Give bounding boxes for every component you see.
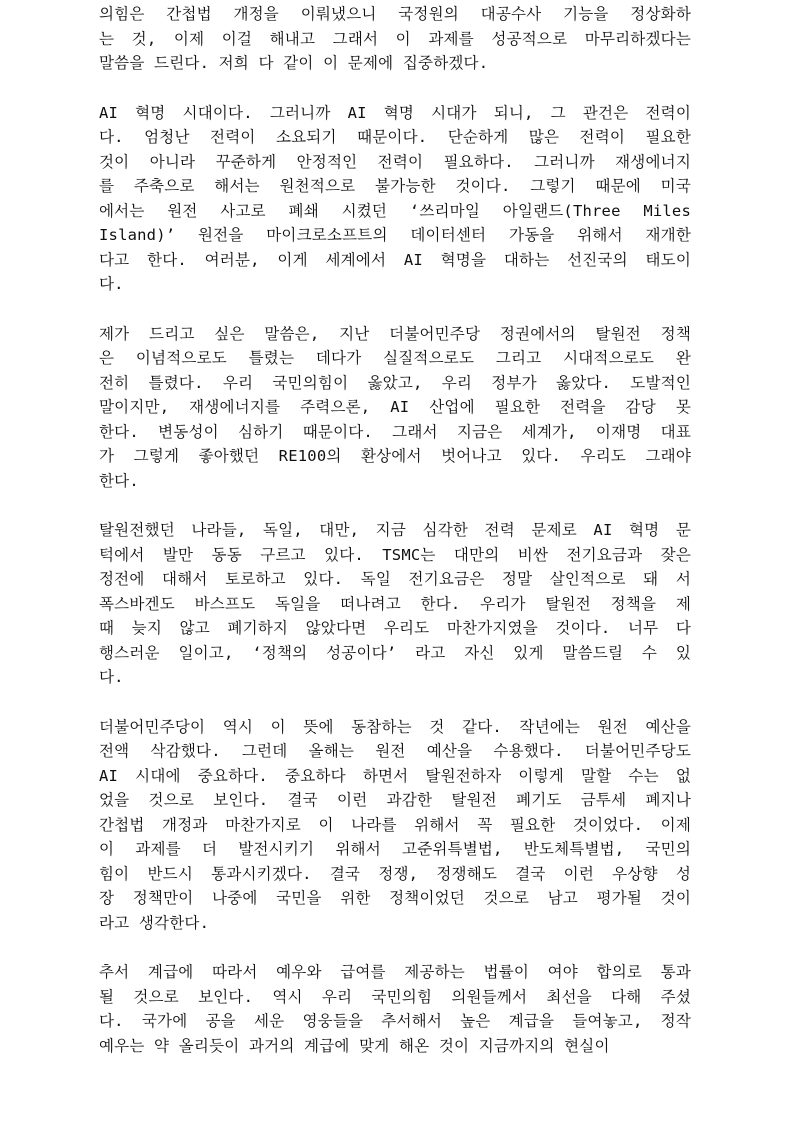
text-line: 전히 틀렸다. 우리 국민의힘이 옳았고, 우리 정부가 옳았다. 도발적인	[99, 373, 691, 392]
text-line: 예우는 약 올리듯이 과거의 계급에 맞게 해온 것이 지금까지의 현실이	[99, 1036, 610, 1055]
text-line: 턱에서 발만 동동 구르고 있다. TSMC는 대만의 비싼 전기요금과 잦은	[99, 545, 691, 564]
text-line: 한다. 변동성이 심하기 때문이다. 그래서 지금은 세계가, 이재명 대표	[99, 422, 691, 441]
text-line: 힘이 반드시 통과시키겠다. 결국 정쟁, 정쟁해도 결국 이런 우상향 성	[99, 864, 691, 883]
text-line: 은 이념적으로도 틀렸는 데다가 실질적으로도 그리고 시대적으로도 완	[99, 349, 691, 367]
text-line: 다.	[99, 275, 124, 293]
text-line: 말이지만, 재생에너지를 주력으론, AI 산업에 필요한 전력을 감당 못	[99, 398, 691, 416]
paragraph	[99, 2, 691, 76]
text-line: 말씀을 드린다. 저희 다 같이 이 문제에 집중하겠다.	[99, 54, 489, 72]
text-line: 라고 생각한다.	[99, 913, 210, 932]
text-line: AI 혁명 시대이다. 그러니까 AI 혁명 시대가 되니, 그 관건은 전력이	[99, 103, 691, 122]
text-line: AI 시대에 중요하다. 중요하다 하면서 탈원전하자 이렇게 말할 수는 없	[99, 766, 691, 785]
text-line: Island)’ 원전을 마이크로소프트의 데이터센터 가동을 위해서 재개한	[99, 226, 691, 244]
text-line: 다. 국가에 공을 세운 영웅들을 추서해서 높은 계급을 들여놓고, 정작	[99, 1012, 691, 1030]
text-line: 폭스바겐도 바스프도 독일을 떠나려고 한다. 우리가 탈원전 정책을 제	[99, 594, 691, 613]
text-line: 에서는 원전 사고로 폐쇄 시켰던 ‘쓰리마일 아일랜드(Three Miles	[99, 201, 691, 220]
text-line: 가 그렇게 좋아했던 RE100의 환상에서 벗어나고 있다. 우리도 그래야	[99, 447, 691, 465]
text-line: 더불어민주당이 역시 이 뜻에 동참하는 것 같다. 작년에는 원전 예산을	[99, 717, 691, 736]
paragraph	[99, 518, 691, 690]
text-line: 전액 삭감했다. 그런데 올해는 원전 예산을 수용했다. 더불어민주당도	[99, 742, 691, 760]
text-line: 는 것, 이제 이걸 해내고 그래서 이 과제를 성공적으로 마무리하겠다는	[99, 29, 691, 48]
text-line: 탈원전했던 나라들, 독일, 대만, 지금 심각한 전력 문제로 AI 혁명 문	[99, 521, 691, 539]
text-line: 를 주축으로 해서는 원천적으로 불가능한 것이다. 그렇기 때문에 미국	[99, 177, 691, 195]
text-line: 한다.	[99, 471, 139, 490]
paragraph	[99, 322, 691, 494]
text-line: 다. 엄청난 전력이 소요되기 때문이다. 단순하게 많은 전력이 필요한	[99, 128, 691, 146]
text-line: 간첩법 개정과 마찬가지로 이 나라를 위해서 꼭 필요한 것이었다. 이제	[99, 815, 691, 834]
text-line: 다.	[99, 668, 124, 686]
text-line: 장 정책만이 나중에 국민을 위한 정책이었던 것으로 남고 평가될 것이	[99, 889, 691, 907]
text-line: 제가 드리고 싶은 말씀은, 지난 더불어민주당 정권에서의 탈원전 정책	[99, 324, 691, 343]
text-line: 추서 계급에 따라서 예우와 급여를 제공하는 법률이 여야 합의로 통과	[99, 963, 691, 981]
text-line: 었을 것으로 보인다. 결국 이런 과감한 탈원전 폐기도 금투세 폐지나	[99, 791, 691, 809]
text-line: 이 과제를 더 발전시키기 위해서 고준위특별법, 반도체특별법, 국민의	[99, 840, 691, 858]
paragraph	[99, 960, 691, 1058]
text-line: 행스러운 일이고, ‘정책의 성공이다’ 라고 자신 있게 말씀드릴 수 있	[99, 643, 691, 662]
text-line: 것이 아니라 꾸준하게 안정적인 전력이 필요하다. 그러니까 재생에너지	[99, 152, 691, 171]
text-line: 될 것으로 보인다. 역시 우리 국민의힘 의원들께서 최선을 다해 주셨	[99, 987, 691, 1006]
document-body	[99, 0, 691, 1083]
text-line: 때 늦지 않고 폐기하지 않았다면 우리도 마찬가지였을 것이다. 너무 다	[99, 619, 691, 637]
text-line: 다고 한다. 여러분, 이게 세계에서 AI 혁명을 대하는 선진국의 태도이	[99, 250, 691, 269]
paragraph	[99, 101, 691, 297]
text-line: 정전에 대해서 토로하고 있다. 독일 전기요금은 정말 살인적으로 돼 서	[99, 570, 691, 588]
paragraph	[99, 715, 691, 936]
text-line: 의힘은 간첩법 개정을 이뤄냈으니 국정원의 대공수사 기능을 정상화하	[99, 5, 691, 23]
